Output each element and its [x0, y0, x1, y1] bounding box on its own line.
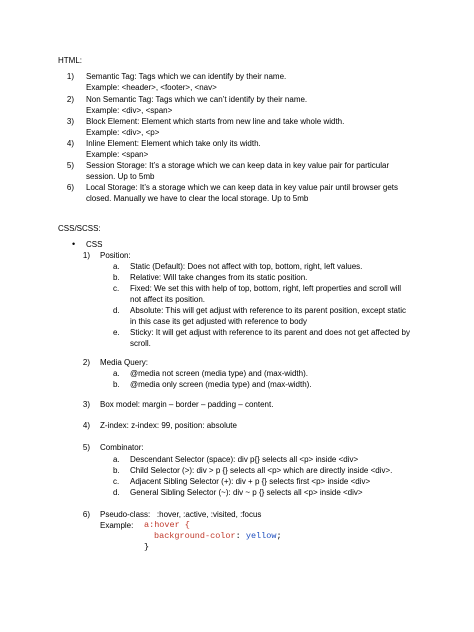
code-value: yellow	[245, 531, 277, 541]
media-item-b-letter: b.	[113, 380, 120, 389]
html-item-4-number: 4)	[66, 139, 74, 148]
bullet-icon: •	[72, 239, 76, 249]
position-item-c-line-2: not affect its position.	[130, 295, 206, 304]
position-title: Position:	[100, 251, 131, 260]
html-item-3-line-1: Block Element: Element which starts from new line and take whole width.	[86, 117, 345, 126]
position-number: 1)	[82, 251, 90, 260]
position-item-d-line-1: Absolute: This will get adjust with reference to its parent position, except static	[130, 306, 406, 315]
media-item-b-line-1: @media only screen (media type) and (max-width).	[130, 380, 312, 389]
combinator-item-c-letter: c.	[113, 477, 120, 486]
combinator-item-b-letter: b.	[113, 466, 120, 475]
combinator-item-a-letter: a.	[113, 455, 120, 464]
html-item-1-line-2: Example: <header>, <footer>, <nav>	[86, 83, 217, 92]
html-item-6-line-2: closed. Manually we have to clear the local storage. Up to 5mb	[86, 194, 309, 203]
pseudo-example-label: Example:	[100, 521, 134, 530]
html-item-1-line-1: Semantic Tag: Tags which we can identify by their name.	[86, 72, 287, 81]
position-item-b-line-1: Relative: Will take changes from its static position.	[130, 273, 308, 282]
media-title: Media Query:	[100, 358, 149, 367]
position-item-a-line-1: Static (Default): Does not affect with top, bottom, right, left values.	[130, 262, 363, 271]
html-item-5-line-1: Session Storage: It’s a storage which we can keep data in key value pair for particular	[86, 161, 390, 170]
combinator-number: 5)	[82, 443, 90, 452]
html-item-1-number: 1)	[66, 72, 74, 81]
html-item-6-line-1: Local Storage: It’s a storage which we can keep data in key value pair until browser gets	[86, 183, 399, 192]
media-item-a-letter: a.	[113, 369, 120, 378]
z-index-text: Z-index: z-index: 99, position: absolute	[100, 421, 237, 430]
combinator-item-b-line-1: Child Selector (>): div > p {} selects all <p> which are directly inside <div>.	[130, 466, 393, 475]
html-item-2-number: 2)	[66, 95, 74, 104]
position-item-a-letter: a.	[113, 262, 120, 271]
combinator-title: Combinator:	[100, 443, 144, 452]
code-selector: a:hover {	[144, 520, 190, 530]
html-item-5-number: 5)	[66, 161, 74, 170]
position-item-d-line-2: in this case its get adjusted with reference to body	[130, 317, 307, 326]
pseudo-title: Pseudo-class: :hover, :active, :visited, :focus	[100, 510, 262, 519]
code-colon: :	[235, 531, 241, 541]
position-item-d-letter: d.	[113, 306, 120, 315]
position-item-c-line-1: Fixed: We set this with help of top, bottom, right, left properties and scroll will	[130, 284, 402, 293]
box-model-number: 3)	[82, 400, 90, 409]
code-close-brace: }	[144, 542, 150, 552]
position-item-e-line-1: Sticky: It will get adjust with reference to its parent and does not get affected by	[130, 328, 411, 337]
box-model-text: Box model: margin – border – padding – content.	[100, 400, 274, 409]
html-item-3-line-2: Example: <div>, <p>	[86, 128, 160, 137]
html-item-4-line-1: Inline Element: Element which take only its width.	[86, 139, 261, 148]
html-heading: HTML:	[58, 56, 82, 65]
position-item-e-line-2: scroll.	[130, 339, 151, 348]
combinator-item-d-line-1: General Sibling Selector (~): div ~ p {} selects all <p> inside <div>	[130, 488, 363, 497]
html-item-4-line-2: Example: <span>	[86, 150, 149, 159]
html-item-6-number: 6)	[66, 183, 74, 192]
media-item-a-line-1: @media not screen (media type) and (max-width).	[130, 369, 308, 378]
media-number: 2)	[82, 358, 90, 367]
html-item-3-number: 3)	[66, 117, 74, 126]
position-item-e-letter: e.	[113, 328, 120, 337]
code-semicolon: ;	[276, 531, 282, 541]
pseudo-number: 6)	[82, 510, 90, 519]
html-item-2-line-1: Non Semantic Tag: Tags which we can’t identify by their name.	[86, 95, 308, 104]
html-item-2-line-2: Example: <div>, <span>	[86, 106, 173, 115]
css-bullet-label: CSS	[86, 240, 103, 249]
code-declaration	[154, 531, 282, 541]
combinator-item-d-letter: d.	[113, 488, 120, 497]
position-item-b-letter: b.	[113, 273, 120, 282]
position-item-c-letter: c.	[113, 284, 120, 293]
css-heading: CSS/SCSS:	[58, 224, 101, 233]
html-item-5-line-2: session. Up to 5mb	[86, 172, 155, 181]
combinator-item-c-line-1: Adjacent Sibling Selector (+): div + p {} selects first <p> inside <div>	[130, 477, 371, 486]
combinator-item-a-line-1: Descendant Selector (space): div p{} selects all <p> inside <div>	[130, 455, 359, 464]
z-index-number: 4)	[82, 421, 90, 430]
code-property: background-color	[154, 531, 236, 541]
